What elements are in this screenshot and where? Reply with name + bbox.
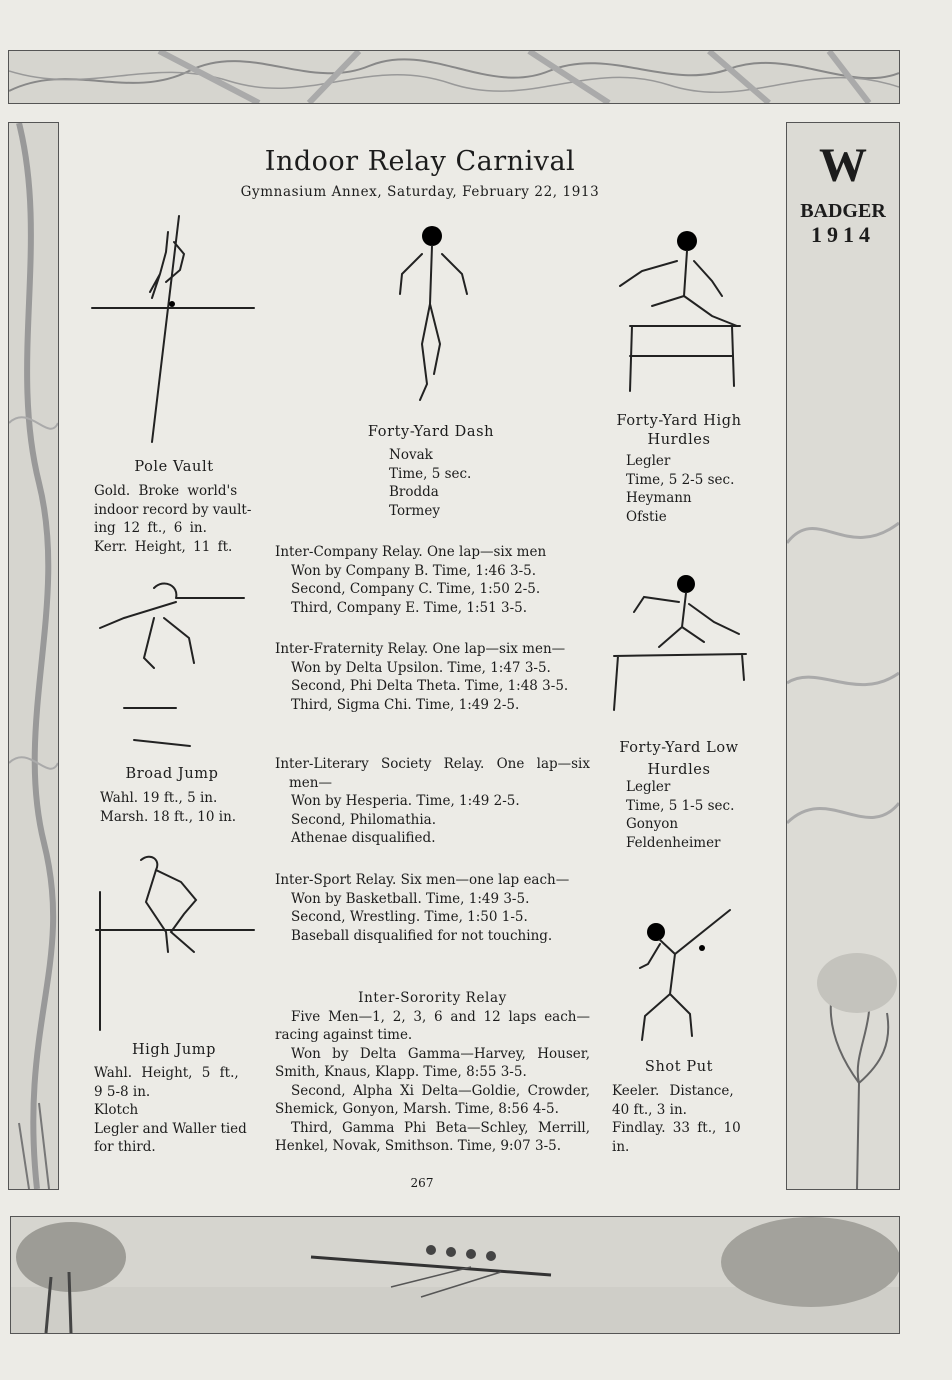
result-line: Ofstie <box>626 508 667 525</box>
high-hurdles-title-line1: Forty-Yard High <box>616 413 742 429</box>
result-line: for third. <box>94 1139 156 1155</box>
result-line: Legler <box>626 453 671 469</box>
dash-runner-illustration <box>392 224 482 409</box>
page-title: Indoor Relay Carnival <box>264 146 576 177</box>
badger-year: 1914 <box>811 222 875 247</box>
relay-line: Baseball disqualified for not touching. <box>291 927 553 944</box>
result-line: Keeler. Distance, <box>612 1083 734 1099</box>
relay-line: Second, Wrestling. Time, 1:50 1-5. <box>291 909 528 925</box>
relay-line: Second, Company C. Time, 1:50 2-5. <box>291 581 541 597</box>
pole-vault-title: Pole Vault <box>134 459 214 475</box>
result-line: 9 5-8 in. <box>94 1083 151 1100</box>
relay-line: Athenae disqualified. <box>291 830 436 846</box>
badger-w-logo: W <box>819 139 867 192</box>
shot-put-title: Shot Put <box>644 1059 714 1075</box>
result-line: Wahl. 19 ft., 5 in. <box>100 790 218 806</box>
low-hurdles-title-line1: Forty-Yard Low <box>619 740 739 756</box>
result-line: Tormey <box>389 502 440 519</box>
relay-line: Second, Philomathia. <box>291 811 437 828</box>
page-number: 267 <box>410 1176 434 1190</box>
forty-yard-dash-results <box>389 446 471 520</box>
pole-vault-results <box>94 482 251 556</box>
high-hurdler-illustration <box>612 226 752 396</box>
relay-heading: Inter-Literary Society Relay. One lap—six men— <box>275 756 590 791</box>
inter-sorority-relay <box>275 989 590 1156</box>
relay-paragraph: Five Men—1, 2, 3, 6 and 12 laps each—racing against time. <box>275 1008 590 1043</box>
right-decorative-border <box>786 122 900 1190</box>
result-line: Gold. Broke world's <box>94 483 238 499</box>
low-hurdles-title-line2: Hurdles <box>647 762 711 778</box>
relay-paragraph: Third, Gamma Phi Beta—Schley, Merrill, Henkel, Novak, Smithson. Time, 9:07 3-5. <box>275 1119 590 1154</box>
result-line: in. <box>612 1138 630 1155</box>
relay-heading: Inter-Company Relay. One lap—six men <box>275 544 547 560</box>
result-line: ing 12 ft., 6 in. <box>94 520 207 536</box>
low-hurdler-illustration <box>604 572 752 712</box>
result-line: Gonyon <box>626 816 679 832</box>
high-hurdles-title <box>606 412 752 450</box>
relay-heading: Inter-Fraternity Relay. One lap—six men— <box>275 641 566 657</box>
relay-line: Third, Company E. Time, 1:51 3-5. <box>291 599 528 616</box>
relay-line: Won by Company B. Time, 1:46 3-5. <box>291 562 537 579</box>
relay-line: Second, Phi Delta Theta. Time, 1:48 3-5. <box>291 678 569 694</box>
inter-sport-relay <box>275 871 590 945</box>
shot-put-illustration <box>630 904 740 1049</box>
relay-paragraph: Second, Alpha Xi Delta—Goldie, Crowder, Shemick, Gonyon, Marsh. Time, 8:56 4-5. <box>275 1082 590 1117</box>
shot-put-results <box>612 1082 741 1156</box>
result-line: Time, 5 2-5 sec. <box>626 471 735 488</box>
relay-heading: Inter-Sorority Relay <box>358 990 507 1006</box>
result-line: Wahl. Height, 5 ft., <box>94 1065 239 1081</box>
result-line: Heymann <box>626 490 692 506</box>
inter-fraternity-relay <box>275 640 590 714</box>
result-line: Time, 5 1-5 sec. <box>626 797 735 814</box>
relay-line: Won by Basketball. Time, 1:49 3-5. <box>291 890 530 907</box>
pole-vault-illustration <box>92 212 257 447</box>
result-line: Feldenheimer <box>626 834 721 851</box>
result-line: indoor record by vault- <box>94 501 252 518</box>
result-line: Legler <box>626 779 671 795</box>
bottom-decorative-border <box>10 1216 900 1334</box>
relay-heading: Inter-Sport Relay. Six men—one lap each— <box>275 872 570 888</box>
high-jump-results <box>94 1064 247 1157</box>
badger-name: BADGER <box>800 200 886 222</box>
inter-company-relay <box>275 543 590 617</box>
low-hurdles-results <box>626 778 734 852</box>
page-subtitle: Gymnasium Annex, Saturday, February 22, 1913 <box>240 184 600 200</box>
low-hurdles-title <box>606 737 752 781</box>
relay-line: Won by Hesperia. Time, 1:49 2-5. <box>291 793 520 809</box>
result-line: Findlay. 33 ft., 10 <box>612 1120 741 1136</box>
broad-jump-illustration <box>94 578 254 753</box>
broad-jump-results <box>100 789 236 826</box>
left-decorative-border <box>8 122 59 1190</box>
high-hurdles-results <box>626 452 734 526</box>
high-jump-illustration <box>96 852 256 1032</box>
result-line: Time, 5 sec. <box>389 465 472 482</box>
result-line: Brodda <box>389 484 439 500</box>
result-line: Kerr. Height, 11 ft. <box>94 538 233 555</box>
result-line: Novak <box>389 447 433 463</box>
high-jump-title: High Jump <box>131 1042 217 1058</box>
forty-yard-dash-title: Forty-Yard Dash <box>367 424 495 440</box>
relay-paragraph: Won by Delta Gamma—Harvey, Houser, Smith, Knaus, Klapp. Time, 8:55 3-5. <box>275 1045 590 1080</box>
relay-line: Won by Delta Upsilon. Time, 1:47 3-5. <box>291 659 551 676</box>
inter-literary-relay <box>275 755 590 848</box>
result-line: Klotch <box>94 1102 139 1118</box>
top-decorative-border <box>8 50 900 104</box>
result-line: Marsh. 18 ft., 10 in. <box>100 808 237 825</box>
broad-jump-title: Broad Jump <box>125 766 219 782</box>
result-line: 40 ft., 3 in. <box>612 1101 687 1118</box>
result-line: Legler and Waller tied <box>94 1120 247 1137</box>
high-hurdles-title-line2: Hurdles <box>647 432 711 448</box>
relay-line: Third, Sigma Chi. Time, 1:49 2-5. <box>291 696 520 713</box>
